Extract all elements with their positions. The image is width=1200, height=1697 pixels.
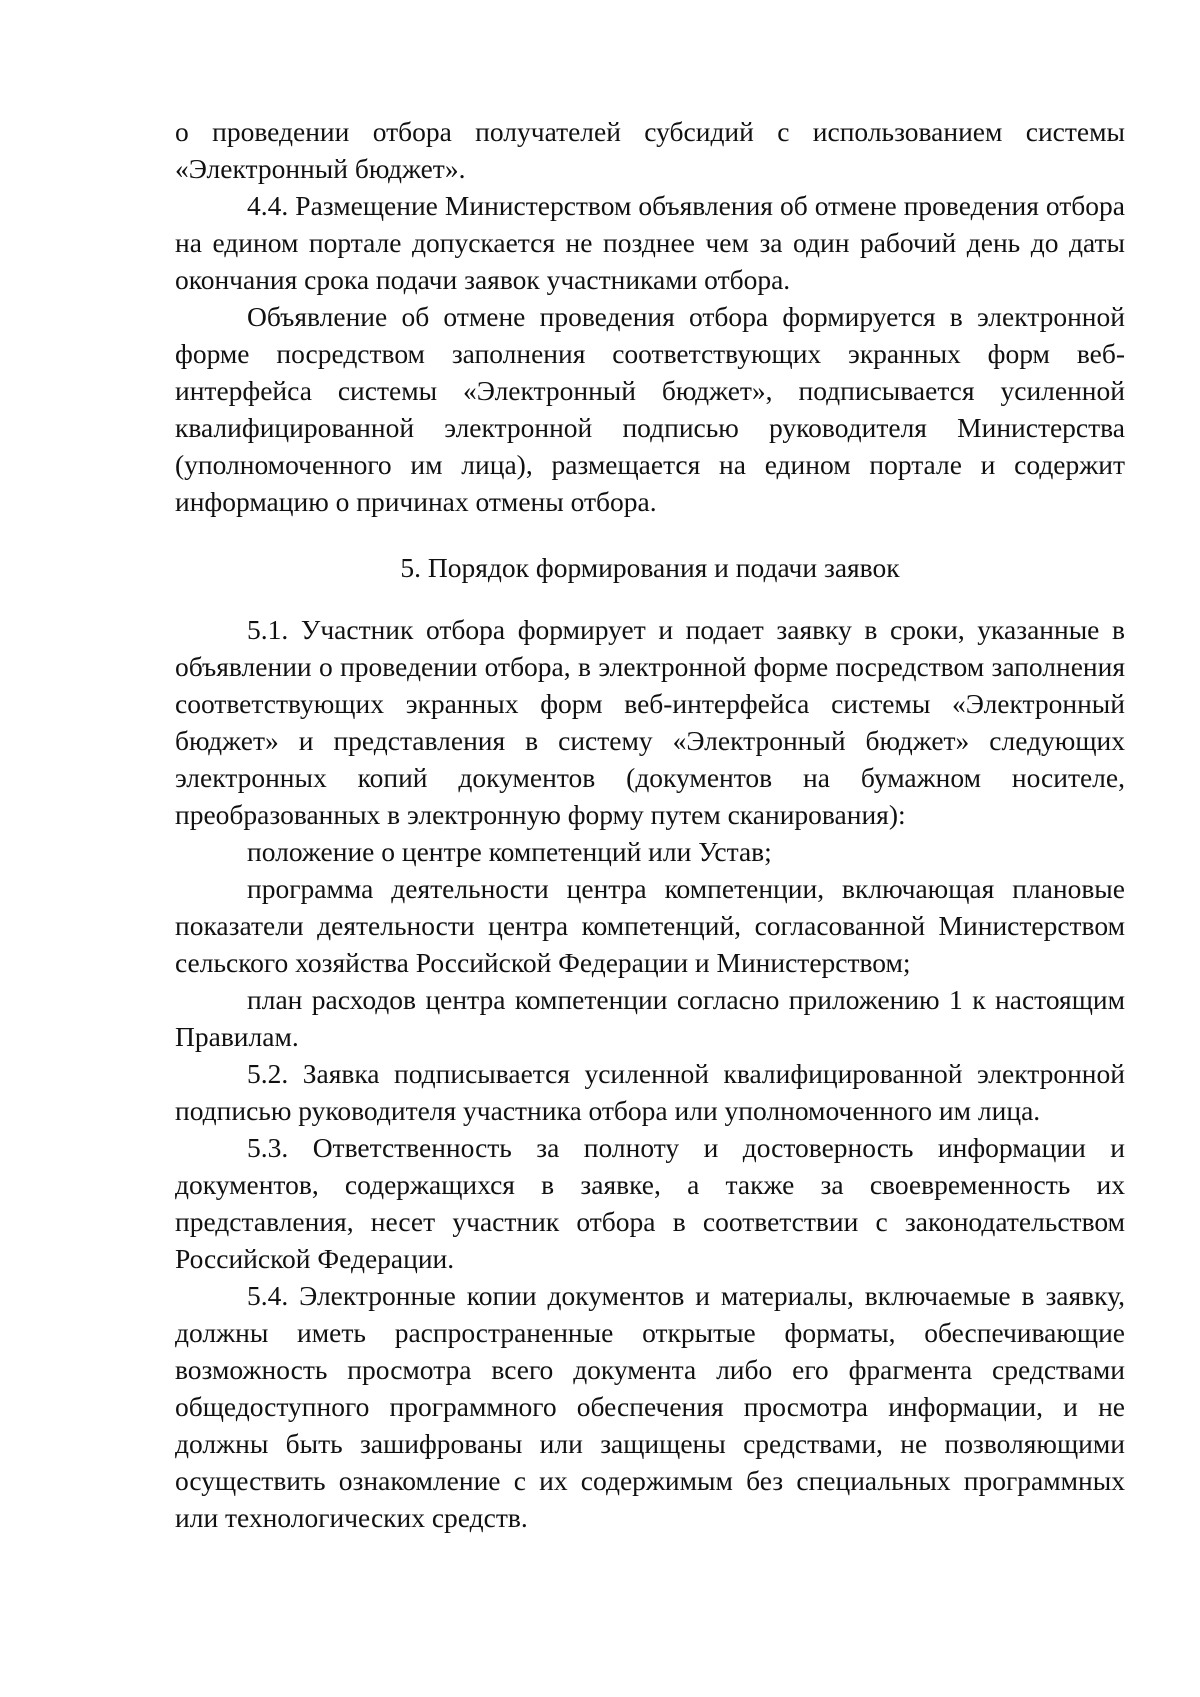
document-body bbox=[175, 113, 1125, 1536]
paragraph-continuation: о проведении отбора получателей субсидий с использованием системы «Электронный бюджет». bbox=[175, 116, 1125, 184]
paragraph-5-4: 5.4. Электронные копии документов и материалы, включаемые в заявку, должны иметь распространенные открытые форматы, обеспечивающие возможность просмотра всего документа либо его фрагмента средствами общедоступного программного обеспечения просмотра информации, и не должны быть зашифрованы или защищены средствами, не позволяющими осуществить ознакомление с их содержимым без специальных программных или технологических средств. bbox=[175, 1280, 1125, 1533]
section-heading-5: 5. Порядок формирования и подачи заявок bbox=[400, 552, 900, 583]
paragraph-5-1: 5.1. Участник отбора формирует и подает заявку в сроки, указанные в объявлении о проведении отбора, в электронной форме посредством заполнения соответствующих экранных форм веб-интерфейса системы «Электронный бюджет» и представления в систему «Электронный бюджет» следующих электронных копий документов (документов на бумажном носителе, преобразованных в электронную форму путем сканирования): bbox=[175, 614, 1125, 830]
list-item-program: программа деятельности центра компетенции, включающая плановые показатели деятельности центра компетенций, согласованной Министерством сельского хозяйства Российской Федерации и Министерством; bbox=[175, 873, 1125, 978]
list-item-charter: положение о центре компетенций или Устав; bbox=[247, 836, 772, 867]
paragraph-5-3: 5.3. Ответственность за полноту и достоверность информации и документов, содержащихся в заявке, а также за своевременность их представления, несет участник отбора в соответствии с законодательством Российской Федерации. bbox=[175, 1132, 1125, 1274]
paragraph-cancellation-announcement: Объявление об отмене проведения отбора формируется в электронной форме посредством заполнения соответствующих экранных форм веб-интерфейса системы «Электронный бюджет», подписывается усиленной квалифицированной электронной подписью руководителя Министерства (уполномоченного им лица), размещается на едином портале и содержит информацию о причинах отмены отбора. bbox=[175, 301, 1125, 517]
list-item-expense-plan: план расходов центра компетенции согласно приложению 1 к настоящим Правилам. bbox=[175, 984, 1125, 1052]
paragraph-4-4: 4.4. Размещение Министерством объявления об отмене проведения отбора на едином портале допускается не позднее чем за один рабочий день до даты окончания срока подачи заявок участниками отбора. bbox=[175, 190, 1125, 295]
paragraph-5-2: 5.2. Заявка подписывается усиленной квалифицированной электронной подписью руководителя участника отбора или уполномоченного им лица. bbox=[175, 1058, 1125, 1126]
